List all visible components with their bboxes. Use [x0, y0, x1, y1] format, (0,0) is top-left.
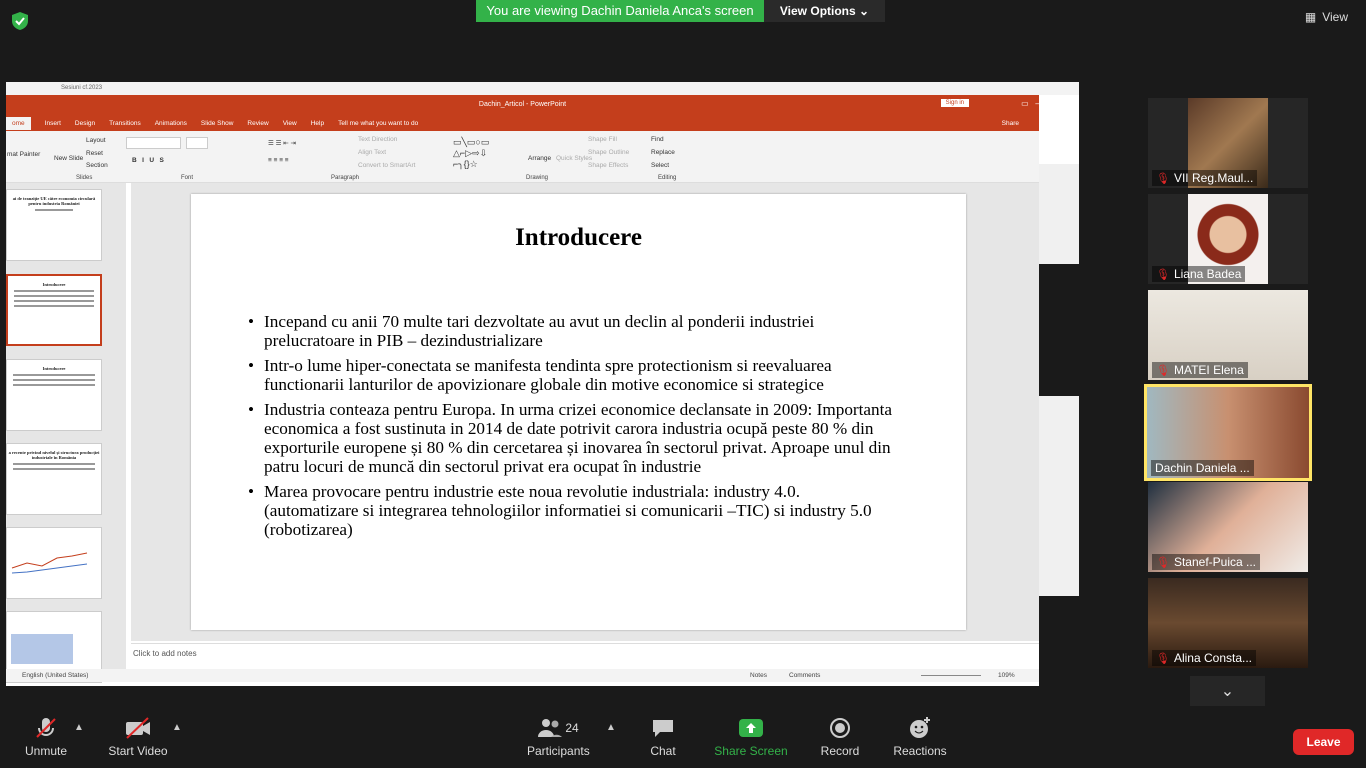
thumb-line	[14, 305, 94, 307]
bullet-item: • Intr-o lume hiper-conectata se manifesta tendinta spre protectionism si reevaluarea functionarii lanturilor de apovizionare globale din motive economice si strategice	[248, 356, 898, 394]
tab-help[interactable]: Help	[310, 119, 325, 127]
mic-muted-icon: 🎙	[1156, 556, 1170, 569]
record-icon	[814, 712, 866, 744]
ppt-title: Dachin_Articol - PowerPoint	[478, 101, 567, 108]
shapes-gallery[interactable]: ▭╲▭○▭ △⌐▷⇨⇩ ⌐╮{}☆	[453, 137, 490, 169]
slide-thumbnail[interactable]	[6, 359, 102, 431]
participants-options-caret[interactable]: ▲	[606, 722, 616, 733]
tab-view[interactable]: View	[282, 119, 297, 127]
thumb-line	[13, 374, 95, 376]
chat-button[interactable]	[642, 712, 684, 758]
window-controls[interactable]: ▭ – ☐ ✕	[1021, 99, 1067, 108]
video-off-icon	[106, 712, 170, 744]
participant-tile-active-speaker[interactable]	[1144, 384, 1312, 481]
reactions-label: Reactions	[893, 744, 947, 758]
thumb-title: Introducere	[42, 366, 66, 371]
participant-name	[1151, 460, 1254, 476]
shape-outline-button[interactable]: Shape Outline	[588, 149, 630, 156]
zoom-level[interactable]: 109%	[998, 672, 1015, 679]
thumb-line	[14, 290, 94, 292]
thumb-chart	[7, 528, 97, 588]
security-shield-icon[interactable]	[10, 11, 30, 31]
start-video-button[interactable]	[106, 712, 170, 758]
thumb-line	[13, 463, 95, 465]
mic-muted-icon: 🎙	[1156, 172, 1170, 185]
text-direction-button[interactable]: Text Direction	[358, 136, 398, 143]
participant-label: MATEI Elena	[1173, 363, 1244, 377]
mic-muted-icon	[20, 712, 72, 744]
record-label: Record	[820, 744, 860, 758]
participants-icon	[527, 712, 589, 744]
unmute-button[interactable]	[20, 712, 72, 758]
leave-button[interactable]: Leave	[1293, 729, 1354, 755]
tab-transitions[interactable]: Transitions	[109, 119, 141, 127]
mic-muted-icon: 🎙	[1156, 652, 1170, 665]
shape-effects-button[interactable]: Shape Effects	[588, 162, 629, 169]
reactions-icon	[892, 712, 948, 744]
participant-tile[interactable]	[1148, 482, 1308, 572]
start-video-label: Start Video	[108, 744, 168, 758]
shape-fill-button[interactable]: Shape Fill	[588, 136, 617, 143]
participant-label: VII Reg.Maul...	[1173, 171, 1254, 185]
tab-slideshow[interactable]: Slide Show	[200, 119, 234, 127]
ribbon	[6, 131, 1039, 183]
quick-styles-button[interactable]: Quick Styles	[556, 155, 593, 162]
powerpoint-titlebar	[6, 95, 1039, 115]
ribbon-tabs	[6, 115, 1039, 131]
background-window	[1039, 164, 1079, 686]
view-options-label: View Options	[779, 4, 856, 18]
group-label-font: Font	[181, 175, 194, 181]
participant-label: Alina Consta...	[1173, 651, 1253, 665]
participant-name	[1152, 266, 1245, 282]
slide-thumbnail[interactable]	[6, 443, 102, 515]
zoom-slider[interactable]	[921, 675, 981, 676]
slide-thumbnails	[6, 183, 126, 669]
participant-tile[interactable]	[1148, 578, 1308, 668]
participant-name	[1152, 650, 1256, 666]
meeting-toolbar	[0, 712, 1366, 768]
audio-options-caret[interactable]: ▲	[74, 722, 84, 733]
font-size-box[interactable]	[186, 137, 208, 149]
bullet-item: • Incepand cu anii 70 multe tari dezvoltate au avut un declin al ponderii industriei prelucratoare in PIB – dezindustrializare	[248, 312, 898, 350]
participant-name	[1152, 554, 1260, 570]
more-participants-button[interactable]	[1190, 676, 1265, 706]
section-button[interactable]: Section	[86, 162, 108, 169]
participant-tile[interactable]	[1148, 194, 1308, 284]
participant-name	[1152, 362, 1248, 378]
notes-toggle[interactable]: Notes	[750, 672, 767, 679]
bullet-item: • Industria conteaza pentru Europa. In urma crizei economice declansate in 2009: Importanta economica a fost sustinuta in 2014 de date potrivit carora industria ocupă peste 80 % din exporturile europene și 80 % din cercetarea și inovarea în sectorul privat. Aproape unul din patru locuri de muncă din sectorul privat era ocupat în industrie	[248, 400, 898, 476]
layout-button[interactable]: Layout	[86, 137, 106, 144]
chevron-down-icon: ⌄	[859, 4, 870, 18]
new-slide-button[interactable]: New Slide	[54, 155, 84, 162]
thumb-table	[11, 634, 73, 664]
slide-thumbnail[interactable]	[6, 527, 102, 599]
participants-label: Participants	[527, 744, 590, 758]
group-label-drawing: Drawing	[526, 175, 549, 181]
chat-label: Chat	[650, 744, 676, 758]
background-window-mid	[1039, 396, 1079, 596]
status-bar	[6, 669, 1039, 682]
format-painter-button[interactable]: mat Painter	[7, 151, 41, 158]
mic-muted-icon: 🎙	[1156, 364, 1170, 377]
sign-in-button[interactable]: Sign in	[941, 99, 969, 107]
slide-thumbnail[interactable]	[6, 189, 102, 261]
video-options-caret[interactable]: ▲	[172, 722, 182, 733]
tab-review[interactable]: Review	[247, 119, 269, 127]
tab-insert[interactable]: Insert	[44, 119, 61, 127]
thumb-line	[13, 384, 95, 386]
thumb-line	[14, 300, 94, 302]
thumb-title: a recente privind nivelul și structura producției industriale în România	[8, 450, 100, 460]
share-button[interactable]: Share	[1001, 119, 1019, 127]
thumb-line	[35, 209, 73, 211]
bold-button[interactable]: B I U S	[132, 157, 164, 164]
thumb-title: Introducere	[42, 282, 66, 287]
align-text-button[interactable]: Align Text	[358, 149, 387, 156]
status-language[interactable]: English (United States)	[22, 672, 89, 679]
slide-thumbnail-selected[interactable]	[6, 274, 102, 346]
participants-count: 24	[565, 721, 579, 735]
view-options-button[interactable]	[764, 0, 885, 22]
tab-animations[interactable]: Animations	[154, 119, 187, 127]
share-screen-label: Share Screen	[714, 744, 788, 758]
participant-tile[interactable]	[1148, 98, 1308, 188]
window-title: Sesiuni cf.2023	[61, 85, 103, 91]
record-button[interactable]	[814, 712, 866, 758]
unmute-label: Unmute	[24, 744, 68, 758]
thumb-title: ai de tranziţie UE către economia circulară pentru industria României	[12, 196, 96, 206]
arrange-button[interactable]: Arrange	[528, 155, 552, 162]
view-label: View	[1322, 10, 1348, 24]
chevron-down-icon: ⌄	[1220, 683, 1235, 700]
view-button[interactable]	[1305, 10, 1348, 24]
mic-muted-icon: 🎙	[1156, 268, 1170, 281]
list-buttons[interactable]: ☰ ☰ ⇤ ⇥	[268, 140, 296, 147]
convert-smartart-button[interactable]: Convert to SmartArt	[358, 162, 416, 169]
replace-button[interactable]: Replace	[651, 149, 675, 156]
participant-label: Dachin Daniela ...	[1155, 461, 1250, 475]
participant-name	[1152, 170, 1257, 186]
tab-design[interactable]: Design	[74, 119, 96, 127]
tab-home[interactable]: ome	[6, 117, 31, 130]
comments-toggle[interactable]: Comments	[789, 672, 821, 679]
viewing-banner: You are viewing Dachin Daniela Anca's screen	[476, 0, 764, 22]
background-window-top	[1039, 164, 1079, 264]
find-button[interactable]: Find	[651, 136, 664, 143]
align-buttons[interactable]: ≡ ≡ ≡ ≡	[268, 157, 289, 164]
share-screen-icon	[712, 712, 790, 744]
thumb-line	[13, 379, 95, 381]
group-label-paragraph: Paragraph	[331, 175, 360, 181]
group-label-editing: Editing	[658, 175, 677, 181]
participant-tile[interactable]	[1148, 290, 1308, 380]
grid-icon: ▦	[1304, 10, 1317, 24]
participant-label: Stanef-Puica ...	[1173, 555, 1257, 569]
current-slide[interactable]	[191, 194, 966, 630]
thumb-line	[14, 295, 94, 297]
participant-label: Liana Badea	[1173, 267, 1242, 281]
slide-title[interactable]: Introducere	[515, 224, 642, 251]
explorer-titlebar	[6, 82, 1079, 95]
select-button[interactable]: Select	[651, 162, 670, 169]
group-label-slides: Slides	[76, 175, 93, 181]
reactions-button[interactable]	[892, 712, 948, 758]
tell-me-search[interactable]: Tell me what you want to do	[338, 119, 419, 127]
font-name-box[interactable]	[126, 137, 181, 149]
participants-button[interactable]	[527, 712, 589, 758]
notes-pane[interactable]: Click to add notes	[131, 643, 1039, 668]
chat-icon	[642, 712, 684, 744]
share-screen-button[interactable]	[712, 712, 790, 758]
bullet-item: • Marea provocare pentru industrie este noua revolutie industriala: industry 4.0. (automatizare si integrarea tehnologiilor informatiei si comunicarii –TIC) si industry 5.0 (robotizarea)	[248, 482, 898, 539]
shared-screen	[6, 82, 1079, 686]
reset-button[interactable]: Reset	[86, 150, 103, 157]
thumb-line	[13, 468, 95, 470]
slide-bullets[interactable]	[248, 312, 898, 545]
